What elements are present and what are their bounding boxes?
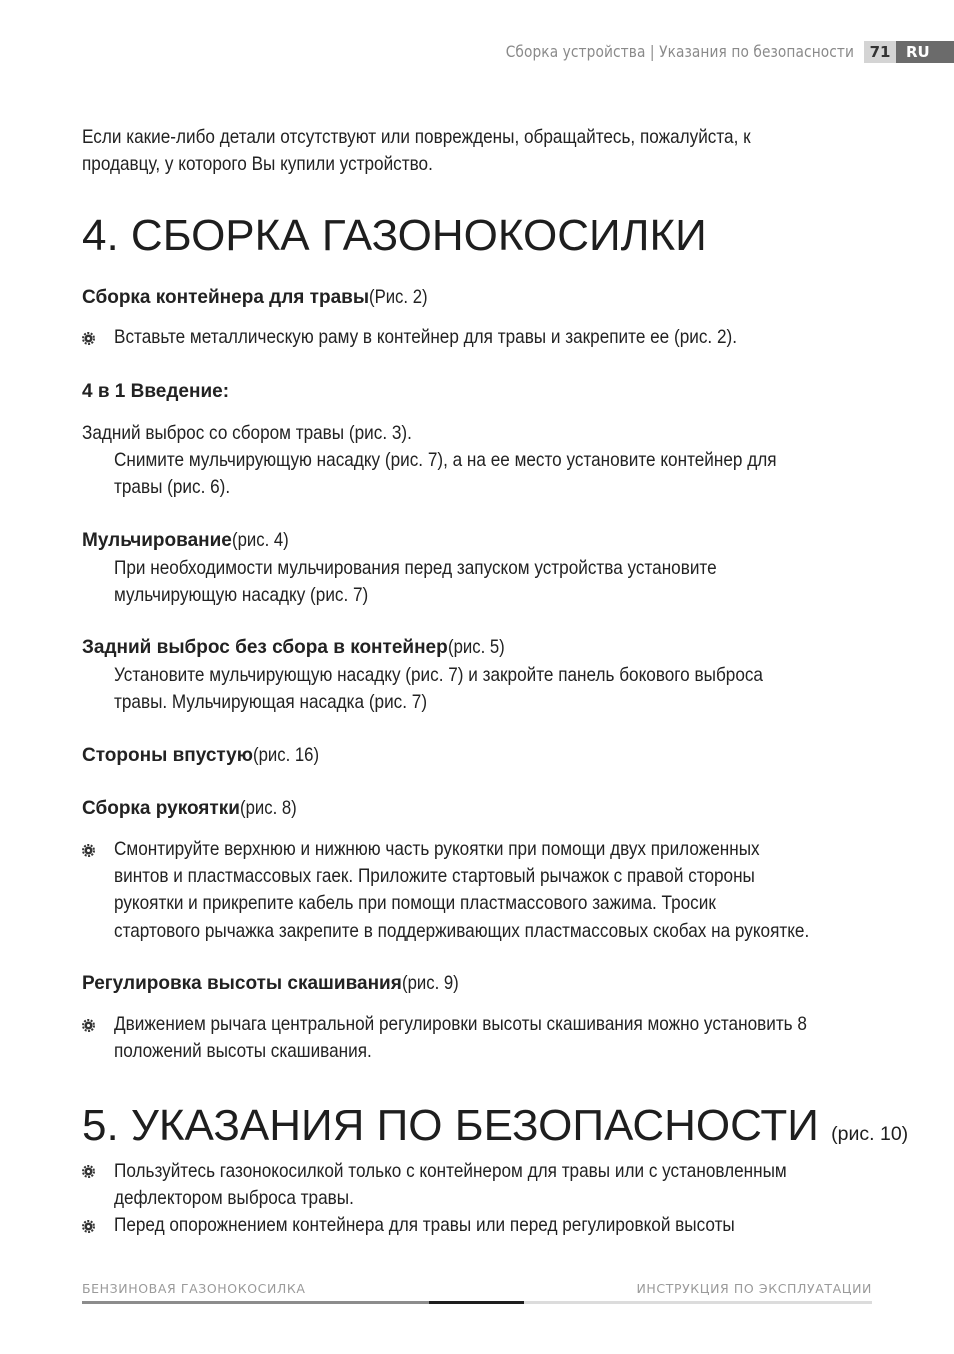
gear-bullet-icon (82, 1220, 95, 1233)
footer-bar-right (524, 1301, 872, 1304)
intro-4in1-line-3: травы (рис. 6). (114, 476, 231, 498)
footer-bar-left (82, 1301, 429, 1304)
gear-bullet-icon (82, 844, 95, 857)
handle-line-2: винтов и пластмассовых гаек. Приложите стартовый рычажок с правой стороны (114, 865, 755, 887)
gear-bullet-icon (82, 1019, 95, 1032)
handle-heading: Сборка рукоятки(рис. 8) (82, 798, 297, 819)
rear-discharge-line-1: Установите мульчирующую насадку (рис. 7) и закройте панель бокового выброса (114, 664, 763, 686)
intro-4in1-line-2: Снимите мульчирующую насадку (рис. 7), а на ее место установите контейнер для (114, 449, 777, 471)
section-5-ref: (рис. 10) (831, 1123, 909, 1145)
page-number: 71 (864, 41, 896, 63)
mulching-line-2: мульчирующую насадку (рис. 7) (114, 584, 369, 606)
intro-4in1-line-1: Задний выброс со сбором травы (рис. 3). (82, 422, 412, 444)
language-tag: RU (896, 41, 954, 63)
intro-4in1-heading: 4 в 1 Введение: (82, 381, 230, 402)
container-bullet-1: Вставьте металлическую раму в контейнер для травы и закрепите ее (рис. 2). (114, 326, 737, 348)
handle-line-3: рукоятки и прикрепите кабель при помощи пластмассового зажима. Тросик (114, 892, 716, 914)
height-line-2: положений высоты скашивания. (114, 1040, 372, 1062)
section-5-title: 5. УКАЗАНИЯ ПО БЕЗОПАСНОСТИ (рис. 10) (82, 1101, 909, 1150)
footer-bar-center (429, 1301, 524, 1304)
header-running-title: Сборка устройства | Указания по безопасности (505, 42, 854, 61)
intro-line-1: Если какие-либо детали отсутствуют или повреждены, обращайтесь, пожалуйста, к (82, 126, 751, 148)
rear-discharge-heading: Задний выброс без сбора в контейнер(рис. 5) (82, 637, 505, 658)
height-line-1: Движением рычага центральной регулировки высоты скашивания можно установить 8 (114, 1013, 807, 1035)
intro-line-2: продавцу, у которого Вы купили устройство. (82, 153, 433, 175)
mulching-line-1: При необходимости мульчирования перед запуском устройства установите (114, 557, 717, 579)
height-heading: Регулировка высоты скашивания(рис. 9) (82, 973, 459, 994)
handle-line-1: Смонтируйте верхнюю и нижнюю часть рукоятки при помощи двух приложенных (114, 838, 760, 860)
handle-line-4: стартового рычажка закрепите в поддерживающих пластмассовых скобах на рукоятке. (114, 920, 810, 942)
mulching-heading: Мульчирование(рис. 4) (82, 530, 289, 551)
footer-product: БЕНЗИНОВАЯ ГАЗОНОКОСИЛКА (82, 1281, 306, 1296)
safety-bullet-2-line-1: Перед опорожнением контейнера для травы или перед регулировкой высоты (114, 1214, 735, 1236)
safety-bullet-1-line-1: Пользуйтесь газонокосилкой только с контейнером для травы или с установленным (114, 1160, 787, 1182)
gear-bullet-icon (82, 1165, 95, 1178)
section-4-title: 4. СБОРКА ГАЗОНОКОСИЛКИ (82, 211, 707, 260)
safety-bullet-1-line-2: дефлектором выброса травы. (114, 1187, 354, 1209)
rear-discharge-line-2: травы. Мульчирующая насадка (рис. 7) (114, 691, 428, 713)
sides-heading: Стороны впустую(рис. 16) (82, 745, 319, 766)
container-heading: Сборка контейнера для травы(Рис. 2) (82, 287, 428, 308)
gear-bullet-icon (82, 332, 95, 345)
footer-manual: ИНСТРУКЦИЯ ПО ЭКСПЛУАТАЦИИ (636, 1281, 872, 1296)
